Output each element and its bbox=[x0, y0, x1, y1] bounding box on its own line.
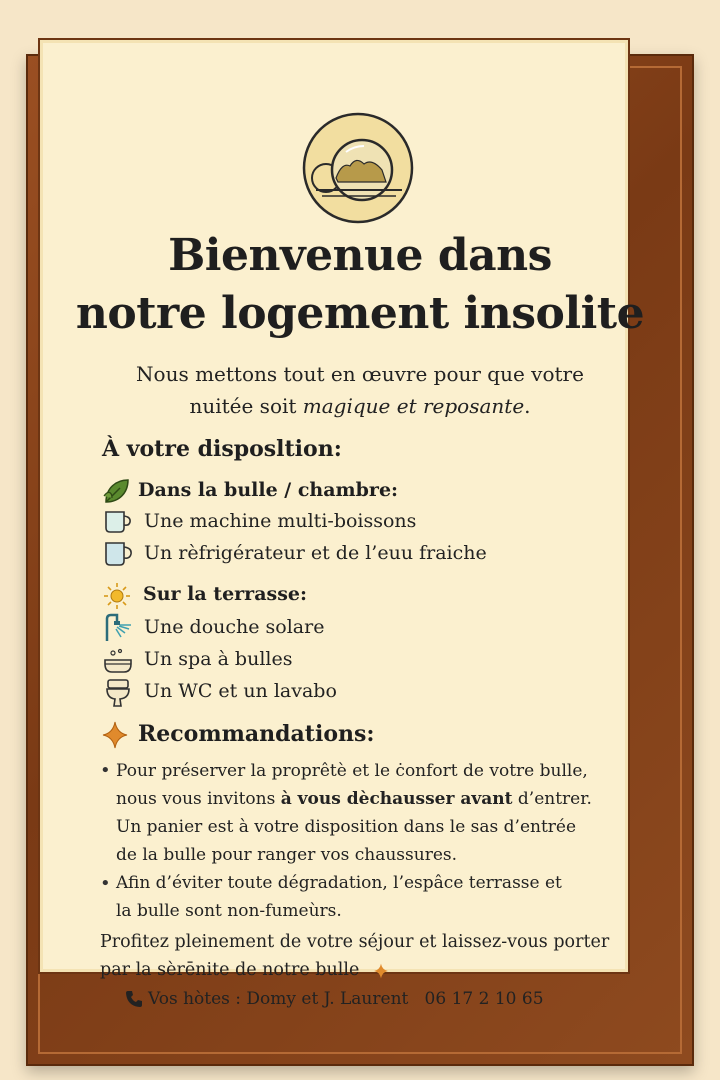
closing-line-2 bbox=[100, 956, 660, 984]
bulle-heading: Dans la bulle / chambre: bbox=[138, 479, 399, 501]
leaf-icon bbox=[102, 476, 130, 506]
intro-italic: magique et reposante bbox=[302, 394, 525, 418]
reco-b1-line3: Un panier est à votre disposition dans le sas d’entrée bbox=[116, 817, 577, 837]
reco-b1-line1: Pour préserver la proprêtè et le ċonfort de votre bulle, bbox=[116, 761, 588, 781]
contact-line: Vos hòtes : Domy et J. Laurent 06 17 2 10 65 bbox=[148, 989, 544, 1009]
shower-icon bbox=[103, 613, 137, 643]
intro-plain: nuitée soit bbox=[189, 394, 303, 418]
closing-text bbox=[100, 928, 660, 984]
intro-line-1: Nous mettons tout en œuvre pour que votre bbox=[136, 362, 584, 386]
intro-line-2 bbox=[0, 394, 720, 418]
title-line-1: Bienvenue dans bbox=[168, 230, 552, 281]
terrasse-item-2: Un spa à bulles bbox=[144, 648, 293, 670]
phone-icon bbox=[124, 989, 144, 1009]
title-line-2: notre logement insolite bbox=[75, 288, 645, 339]
spa-icon bbox=[102, 648, 134, 676]
mug-icon bbox=[103, 540, 133, 568]
intro-end: . bbox=[524, 394, 531, 418]
sparkle-icon bbox=[102, 721, 128, 749]
reco-b1-line4: de la bulle pour ranger vos chaussures. bbox=[116, 845, 458, 865]
disposition-heading: À votre disposltion: bbox=[102, 436, 342, 462]
cup-icon bbox=[103, 509, 133, 535]
closing-line-2-text: par la sèrēnite de notre bulle bbox=[100, 960, 360, 980]
reco-b1-bold: à vous dèchausser avant bbox=[280, 789, 513, 809]
terrasse-item-3: Un WC et un lavabo bbox=[144, 680, 337, 702]
toilet-icon bbox=[104, 678, 134, 708]
sun-icon bbox=[102, 582, 132, 610]
terrasse-heading: Sur la terrasse: bbox=[143, 583, 307, 605]
reco-b1-post: d’entrer. bbox=[512, 789, 592, 809]
bullet-2: • bbox=[100, 873, 111, 894]
bulle-item-2: Un rèfrigérateur et de l’euu fraiche bbox=[144, 542, 487, 564]
terrasse-item-1: Une douche solare bbox=[144, 616, 325, 638]
reco-heading: Recommandations: bbox=[138, 721, 375, 747]
bullet-1: • bbox=[100, 760, 111, 781]
bubble-logo-icon bbox=[302, 112, 414, 224]
reco-b2-line2: la bulle sont non-fumeùrs. bbox=[116, 901, 342, 921]
bulle-item-1: Une machine multi-boissons bbox=[144, 510, 417, 532]
reco-b2-line1: Afin d’éviter toute dégradation, l’espâce terrasse et bbox=[116, 873, 562, 893]
reco-bullet-1 bbox=[116, 757, 656, 869]
reco-bullet-2 bbox=[116, 869, 656, 925]
reco-b1-line2 bbox=[116, 785, 656, 813]
small-sparkle-icon bbox=[373, 963, 389, 979]
reco-b1-pre: nous vous invitons bbox=[116, 789, 281, 809]
closing-line-1: Profitez pleinement de votre séjour et laissez-vous porter bbox=[100, 932, 610, 952]
